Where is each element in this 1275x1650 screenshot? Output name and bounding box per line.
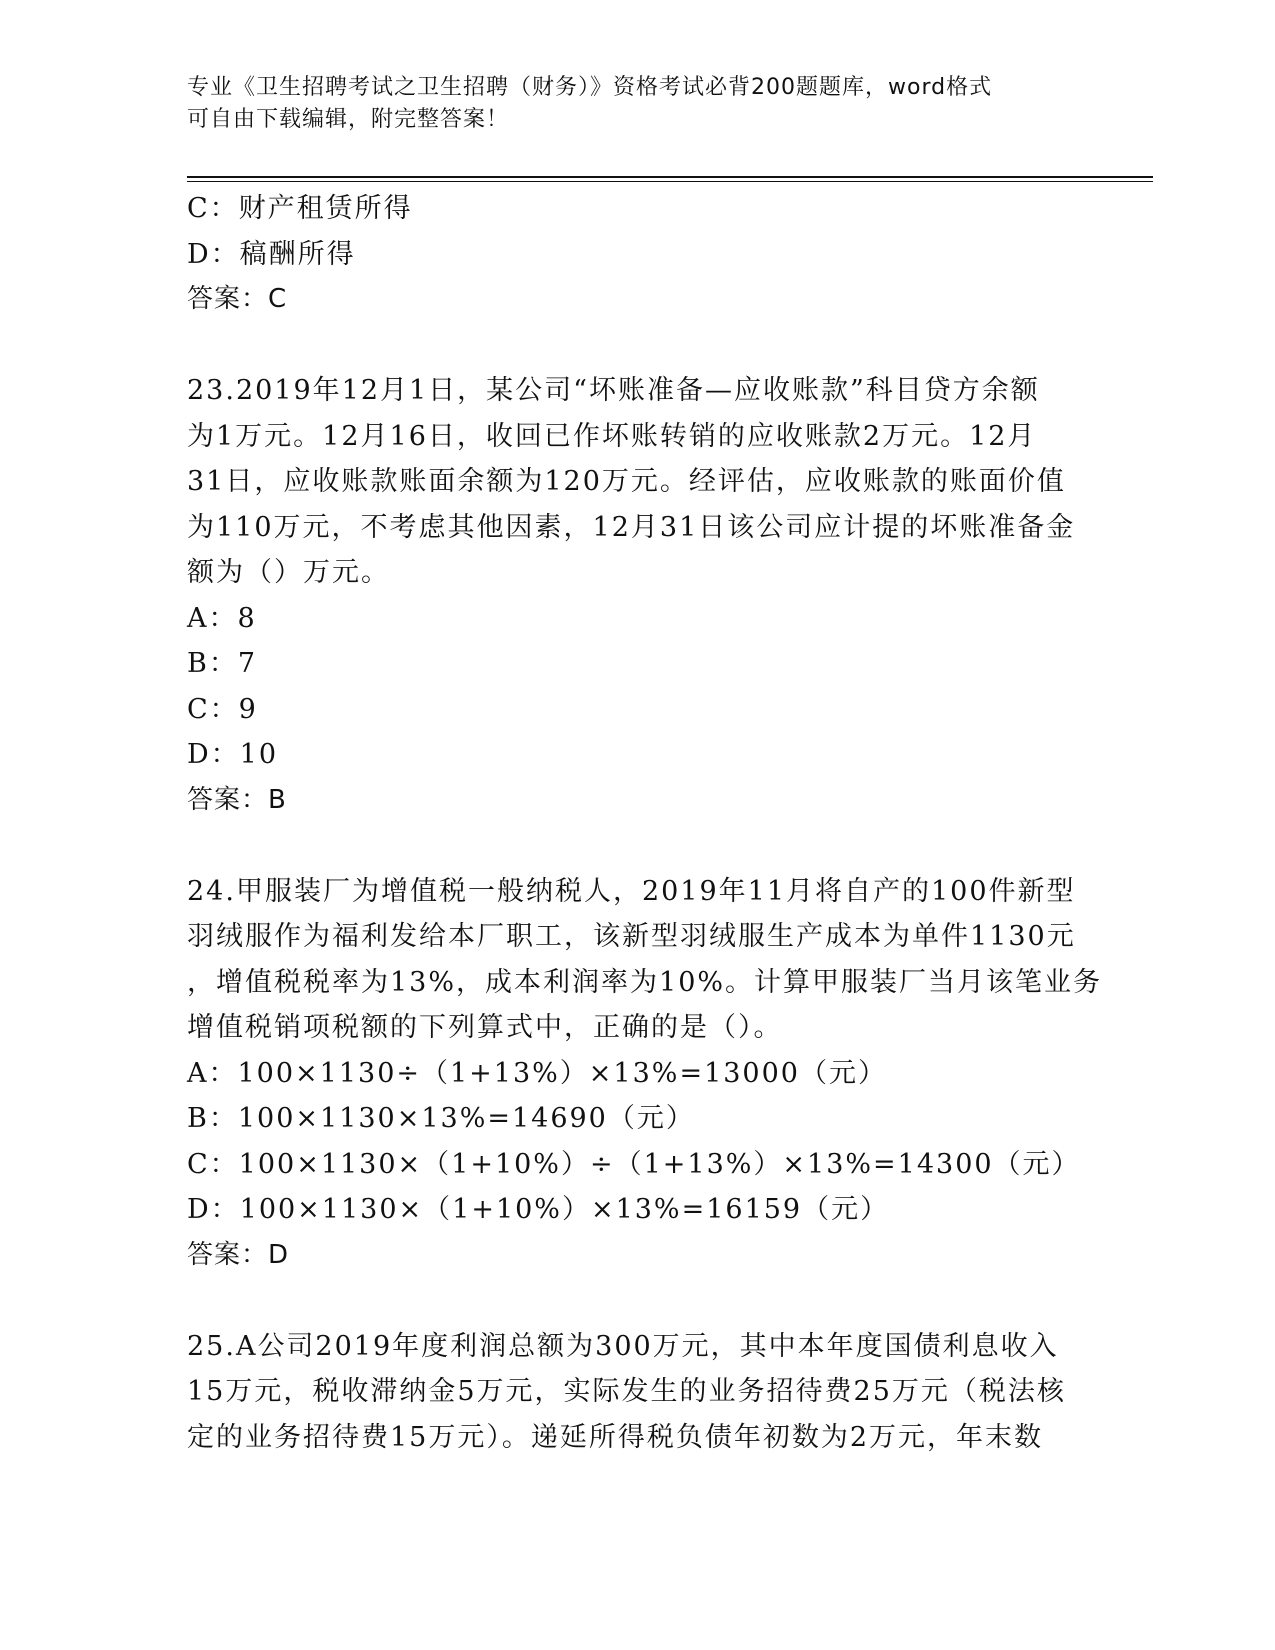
header-divider-thin xyxy=(187,181,1153,182)
document-body xyxy=(187,186,1103,1460)
question-23 xyxy=(187,368,1087,823)
question-stem-line: 增值税销项税额的下列算式中，正确的是（）。 xyxy=(187,1012,783,1043)
option-b: B：100×1130×13%=14690（元） xyxy=(187,1103,695,1134)
question-stem-line: 31日，应收账款账面余额为120万元。经评估，应收账款的账面价值 xyxy=(187,466,1066,497)
question-stem-line: ，增值税税率为13%，成本利润率为10%。计算甲服装厂当月该笔业务 xyxy=(187,966,1103,998)
question-stem-line: 为110万元，不考虑其他因素，12月31日该公司应计提的坏账准备金 xyxy=(187,511,1076,543)
option-c: C：100×1130×（1+10%）÷（1+13%）×13%=14300（元） xyxy=(187,1148,1081,1180)
option-a: A：100×1130÷（1+13%）×13%=13000（元） xyxy=(187,1057,887,1089)
spacer xyxy=(187,323,1087,369)
option-b: B：7 xyxy=(187,648,258,679)
header-line-2: 可自由下载编辑，附完整答案！ xyxy=(187,107,510,132)
option-d: D：10 xyxy=(187,739,279,770)
answer-line: 答案：C xyxy=(187,284,288,314)
header-divider-thick xyxy=(187,176,1153,178)
question-stem-line: 为1万元。12月16日，收回已作坏账转销的应收账款2万元。12月 xyxy=(187,420,1037,452)
option-d: D：100×1130×（1+10%）×13%=16159（元） xyxy=(187,1194,890,1225)
spacer xyxy=(187,1278,1087,1324)
option-d: D：稿酬所得 xyxy=(187,238,356,270)
question-22 xyxy=(187,186,1087,323)
spacer xyxy=(187,823,1087,869)
question-25 xyxy=(187,1324,1087,1461)
answer-line: 答案：D xyxy=(187,1239,290,1270)
document-header xyxy=(187,72,1087,136)
question-stem-line: 25.A公司2019年度利润总额为300万元，其中本年度国债利息收入 xyxy=(187,1330,1059,1362)
question-stem-line: 24.甲服装厂为增值税一般纳税人，2019年11月将自产的100件新型 xyxy=(187,875,1076,907)
question-stem-line: 23.2019年12月1日，某公司“坏账准备—应收账款”科目贷方余额 xyxy=(187,375,1040,406)
question-stem-line: 定的业务招待费15万元）。递延所得税负债年初数为2万元，年末数 xyxy=(187,1421,1044,1453)
option-a: A：8 xyxy=(187,602,257,634)
question-24 xyxy=(187,869,1103,1279)
question-stem-line: 15万元，税收滞纳金5万元，实际发生的业务招待费25万元（税法核 xyxy=(187,1376,1066,1407)
answer-line: 答案：B xyxy=(187,784,287,815)
question-stem-line: 额为（）万元。 xyxy=(187,557,390,588)
header-line-1: 专业《卫生招聘考试之卫生招聘（财务）》资格考试必背200题题库，word格式 xyxy=(187,75,993,100)
question-stem-line: 羽绒服作为福利发给本厂职工，该新型羽绒服生产成本为单件1130元 xyxy=(187,921,1076,952)
option-c: C：9 xyxy=(187,693,258,725)
option-c: C：财产租赁所得 xyxy=(187,193,413,224)
